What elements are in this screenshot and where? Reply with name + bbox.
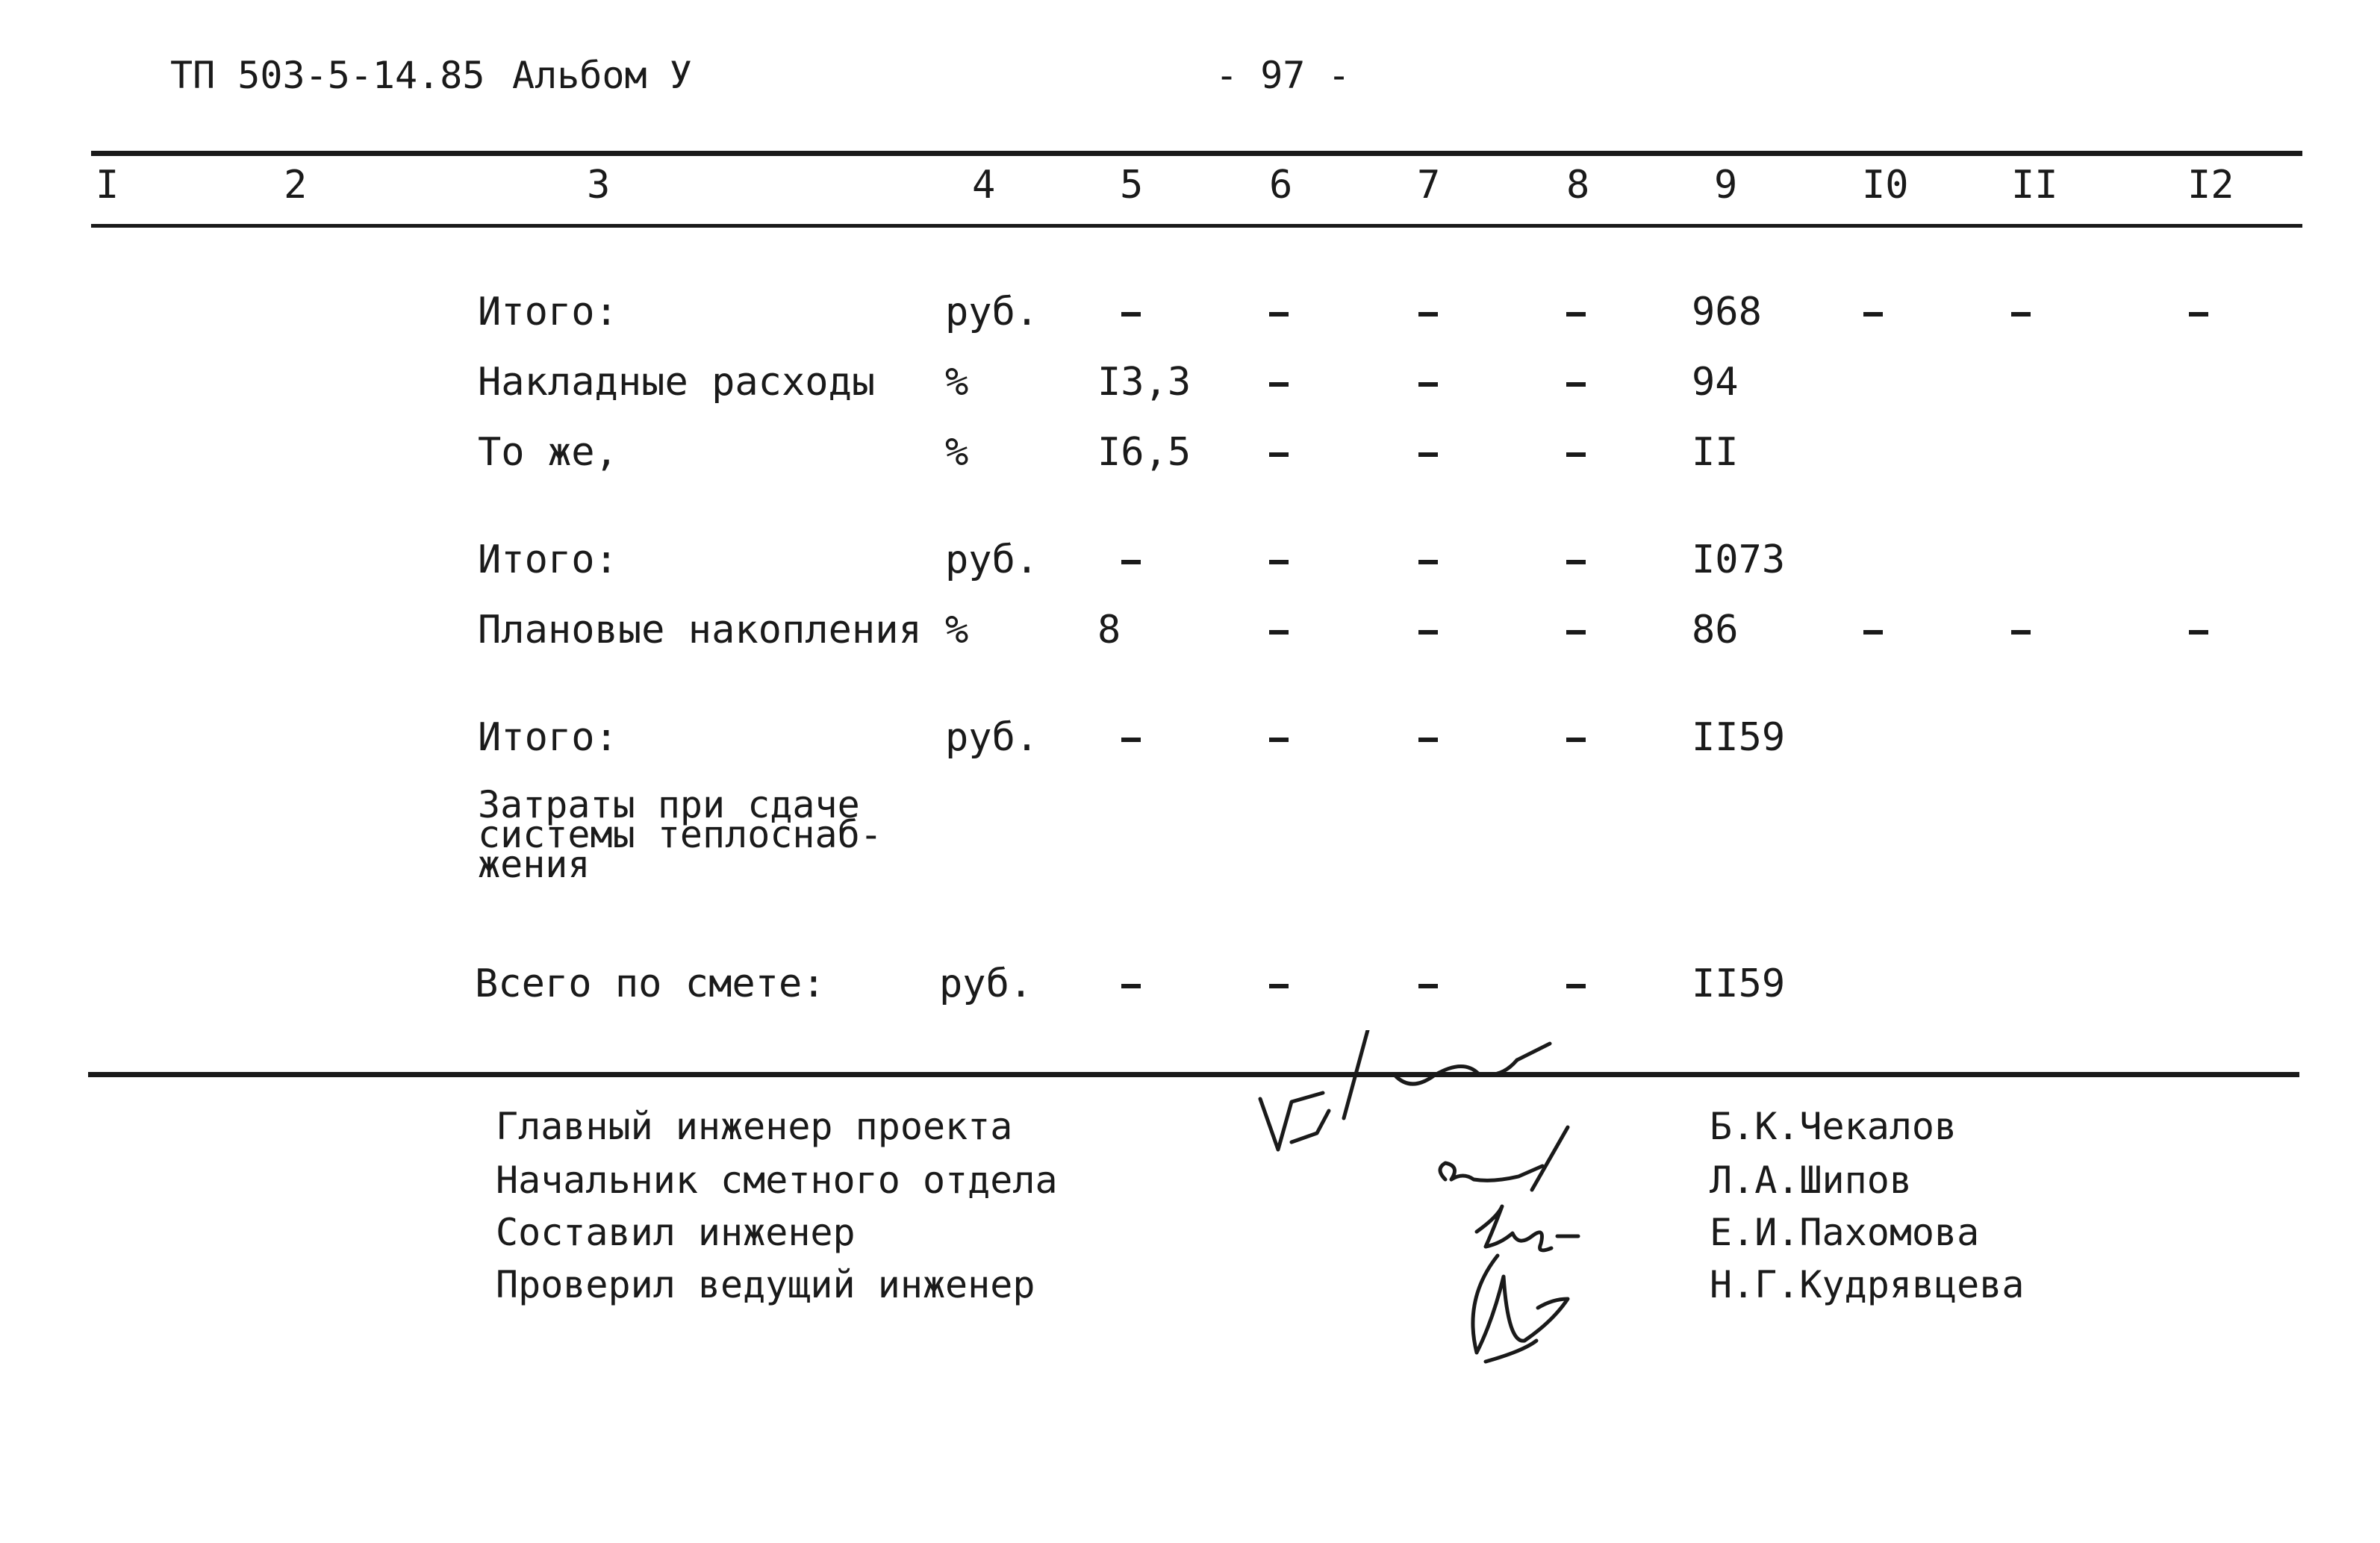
row-rate: 8	[1097, 608, 1121, 652]
column-number: 8	[1566, 163, 1590, 208]
row-name: То же,	[478, 430, 618, 475]
column-number: 7	[1417, 163, 1441, 208]
dash-mark	[1121, 312, 1141, 317]
signature-stroke	[1532, 1127, 1568, 1190]
signatory-role: Главный инженер проекта	[496, 1105, 1013, 1148]
row-name: Итого:	[478, 290, 618, 334]
dash-mark	[1566, 560, 1586, 564]
column-number: 6	[1269, 163, 1293, 208]
row-total: II59	[1692, 715, 1786, 760]
dash-mark	[1269, 382, 1289, 387]
dash-mark	[1418, 312, 1438, 317]
column-number: 9	[1714, 163, 1738, 208]
signatory-role: Составил инженер	[496, 1211, 856, 1254]
dash-mark	[1418, 382, 1438, 387]
dash-mark	[1269, 560, 1289, 564]
column-number: 3	[587, 163, 611, 208]
signatory-name: Н.Г.Кудрявцева	[1710, 1263, 2025, 1306]
signatory-name: Л.А.Шипов	[1710, 1159, 1912, 1202]
row-name: Накладные расходы	[478, 360, 876, 405]
dash-mark	[1269, 312, 1289, 317]
signature-stroke	[1440, 1163, 1542, 1180]
signatory-role: Проверил ведущий инженер	[496, 1263, 1035, 1306]
album-label: Альбом У	[512, 54, 692, 97]
dash-mark	[1269, 738, 1289, 742]
dash-mark	[1418, 630, 1438, 635]
row-name: Итого:	[478, 715, 618, 760]
column-number: 5	[1120, 163, 1144, 208]
row-name: Затраты при сдаче системы теплоснаб- жения	[478, 783, 882, 886]
dash-mark	[1566, 630, 1586, 635]
column-number: II	[2011, 163, 2058, 208]
row-unit: %	[945, 430, 969, 475]
dash-mark	[1566, 312, 1586, 317]
signature-stroke	[1477, 1206, 1551, 1250]
dash-mark	[2189, 312, 2208, 317]
row-name: Всего по смете:	[475, 961, 826, 1006]
column-header-rule	[91, 224, 2302, 228]
row-unit: руб.	[945, 715, 1039, 760]
row-total: II	[1692, 430, 1739, 475]
column-number: 4	[972, 163, 996, 208]
column-number: I0	[1862, 163, 1909, 208]
column-number: I	[96, 163, 119, 208]
dash-mark	[1418, 560, 1438, 564]
signatory-role: Начальник сметного отдела	[496, 1159, 1058, 1202]
dash-mark	[1121, 984, 1141, 988]
row-unit: руб.	[945, 290, 1039, 334]
signature-stroke	[1473, 1256, 1568, 1353]
dash-mark	[1418, 984, 1438, 988]
row-total: 968	[1692, 290, 1762, 334]
dash-mark	[1121, 738, 1141, 742]
row-total: I073	[1692, 537, 1786, 582]
signature-stroke	[1517, 1044, 1550, 1060]
signature-stroke	[1395, 1060, 1517, 1084]
row-total: II59	[1692, 961, 1786, 1006]
row-name: Итого:	[478, 537, 618, 582]
table-top-rule	[91, 151, 2302, 156]
document-code: ТП 503-5-14.85	[170, 54, 485, 97]
dash-mark	[1863, 630, 1883, 635]
row-total: 86	[1692, 608, 1739, 652]
dash-mark	[1269, 452, 1289, 457]
dash-mark	[1566, 452, 1586, 457]
dash-mark	[1566, 984, 1586, 988]
signature-stroke	[1344, 1030, 1368, 1118]
page-number: - 97 -	[1215, 54, 1351, 97]
dash-mark	[1418, 452, 1438, 457]
row-unit: %	[945, 608, 969, 652]
dash-mark	[2011, 312, 2031, 317]
column-number: 2	[284, 163, 308, 208]
signature-stroke	[1292, 1111, 1329, 1142]
signatory-name: Е.И.Пахомова	[1710, 1211, 1980, 1254]
table-bottom-rule	[88, 1072, 2299, 1077]
dash-mark	[1566, 382, 1586, 387]
row-rate: I6,5	[1097, 430, 1191, 475]
dash-mark	[2189, 630, 2208, 635]
signature-stroke	[1486, 1341, 1536, 1362]
dash-mark	[1566, 738, 1586, 742]
dash-mark	[1418, 738, 1438, 742]
signatory-name: Б.К.Чекалов	[1710, 1105, 1957, 1148]
row-unit: руб.	[945, 537, 1039, 582]
row-total: 94	[1692, 360, 1739, 405]
row-rate: I3,3	[1097, 360, 1191, 405]
row-unit: %	[945, 360, 969, 405]
dash-mark	[1121, 560, 1141, 564]
dash-mark	[2011, 630, 2031, 635]
dash-mark	[1863, 312, 1883, 317]
handwritten-signatures	[1239, 1030, 1657, 1388]
row-name: Плановые накопления	[478, 608, 922, 652]
column-number: I2	[2187, 163, 2234, 208]
dash-mark	[1269, 984, 1289, 988]
dash-mark	[1269, 630, 1289, 635]
row-unit: руб.	[939, 961, 1033, 1006]
